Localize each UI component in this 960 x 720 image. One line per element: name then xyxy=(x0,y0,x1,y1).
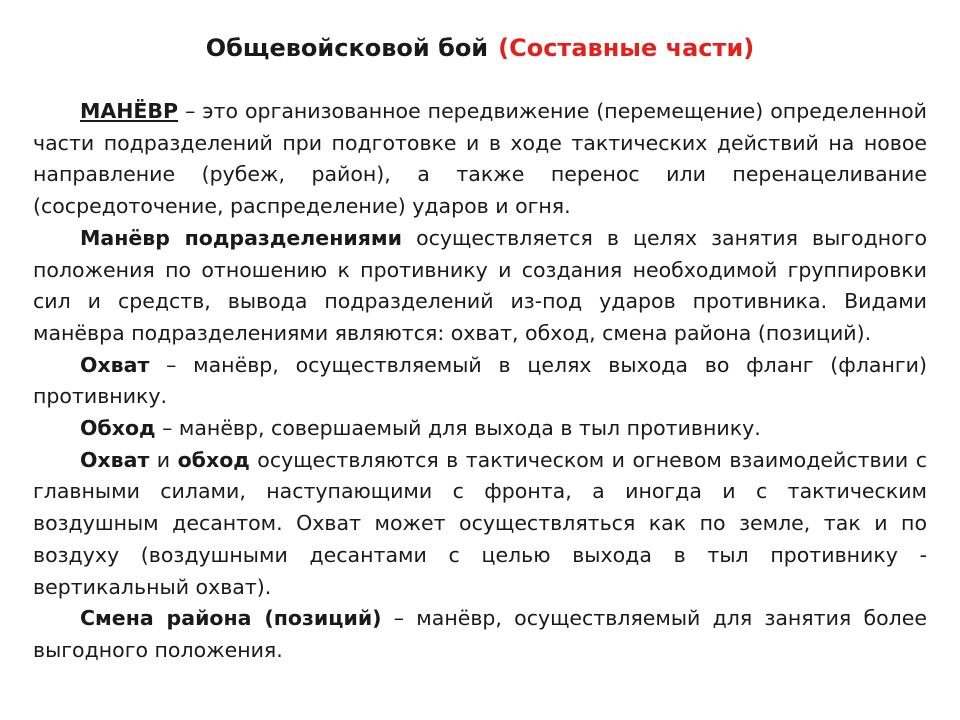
paragraph-conjunction: и xyxy=(149,447,178,472)
term-bypass: Обход xyxy=(80,416,156,441)
term-envelopment: Охват xyxy=(80,352,150,377)
slide-title xyxy=(0,28,960,68)
title-main: Общевойсковой бой xyxy=(205,34,489,62)
term-bypass-2: обход xyxy=(177,447,250,472)
paragraph-text: осуществляются в тактическом и огневом взаимодействии с главными силами, наступающими с фронта, а иногда и с тактическим воздушным десантом. Охват может осуществляться как по земле, так и по воздуху (воздушными десантами с целью выхода в тыл противнику - вертикальный охват). xyxy=(33,447,927,599)
paragraph-text: – манёвр, осуществляемый для занятия более выгодного положения. xyxy=(33,606,927,662)
paragraph-bypass xyxy=(33,413,927,445)
paragraph-position-change xyxy=(33,603,927,666)
title-subtitle: (Составные части) xyxy=(498,34,755,62)
term-unit-maneuver: Манёвр подразделениями xyxy=(80,225,403,250)
paragraph-text: – манёвр, осуществляемый в целях выхода во фланг (фланги) противнику. xyxy=(33,352,927,409)
paragraph-envelopment-bypass xyxy=(33,445,927,604)
term-envelopment-2: Охват xyxy=(80,447,150,472)
paragraph-maneuver xyxy=(33,96,927,223)
paragraph-text: – это организованное передвижение (перемещение) определенной части подразделений при подготовке и в ходе тактических действий на новое направление (рубеж, район), а также перенос или перенацеливание (сосредоточение, распределение) ударов и огня. xyxy=(33,99,927,219)
paragraph-text: осуществляется в целях занятия выгодного положения по отношению к противнику и создания необходимой группировки сил и средств, вывода подразделений из-под ударов противника. Видами манёвра подразделениями являются: охват, обход, смена района (позиций). xyxy=(33,225,928,345)
term-position-change: Смена района (позиций) xyxy=(80,606,382,631)
paragraph-text: – манёвр, совершаемый для выхода в тыл противнику. xyxy=(155,416,761,441)
paragraph-unit-maneuver xyxy=(33,223,927,350)
body-text xyxy=(33,96,927,667)
term-maneuver: МАНЁВР xyxy=(80,99,179,123)
paragraph-envelopment xyxy=(33,350,927,413)
